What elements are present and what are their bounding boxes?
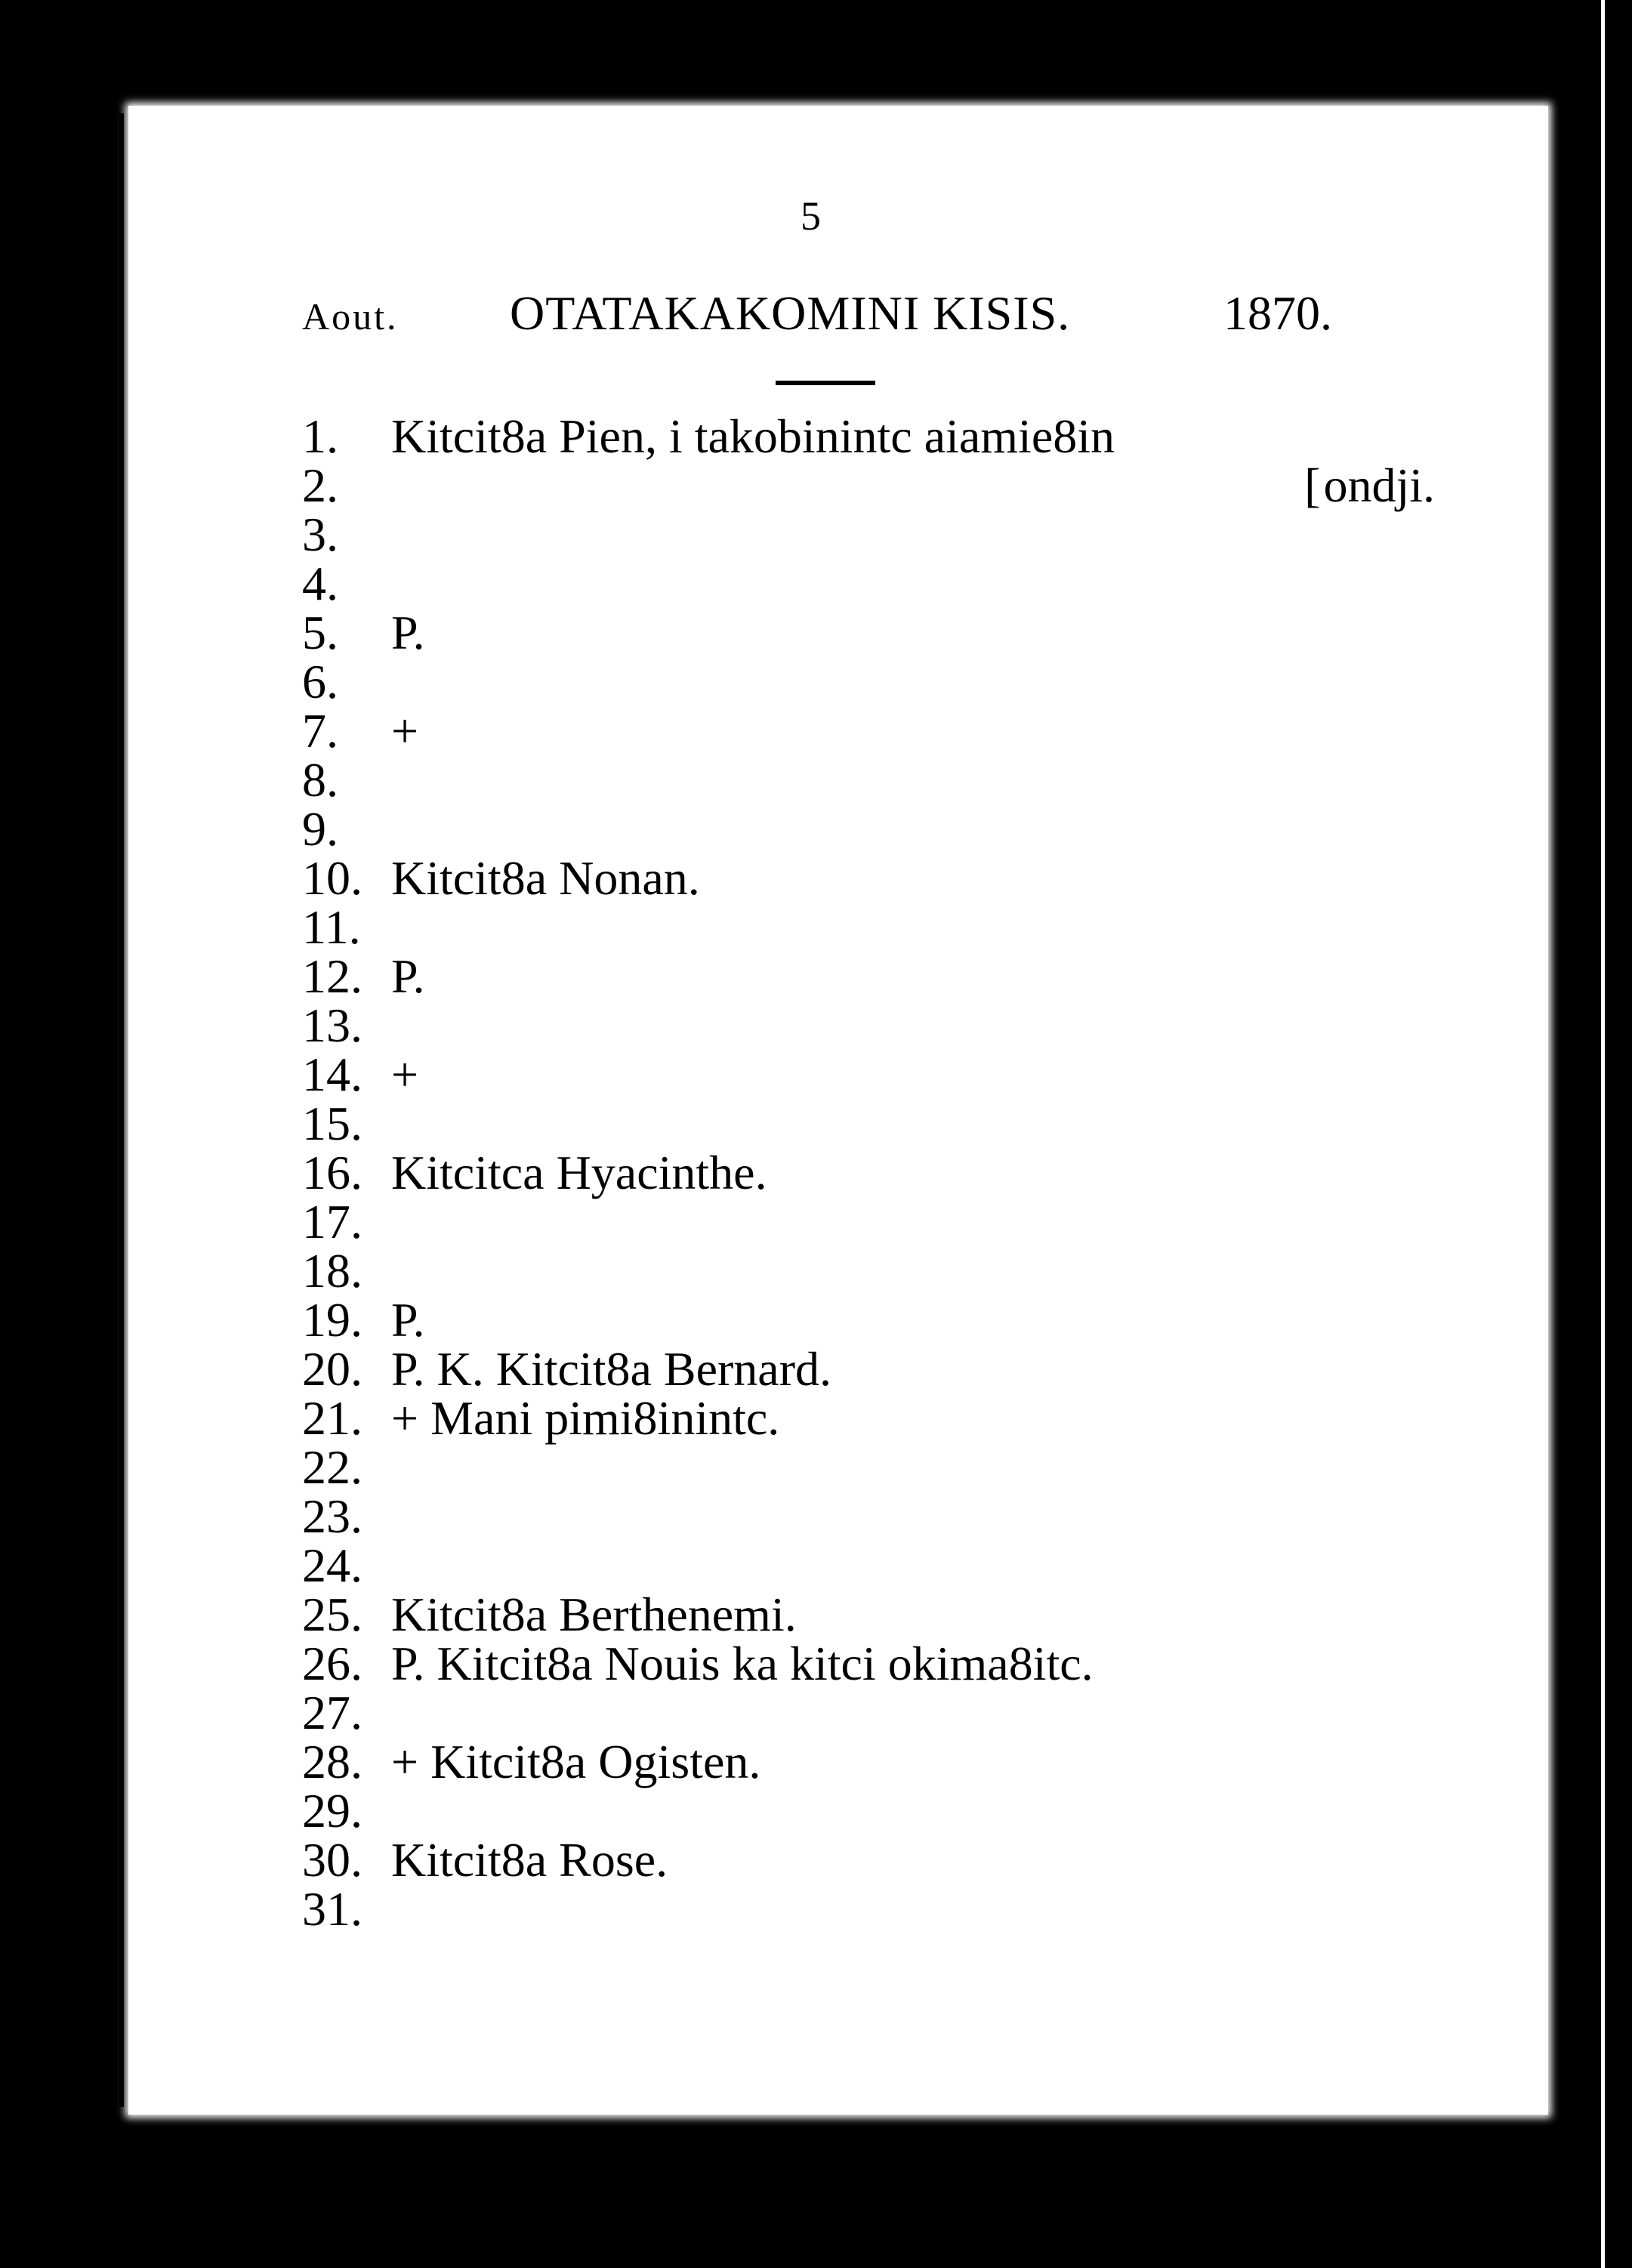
entry-day: 13. bbox=[302, 998, 362, 1052]
entry-day: 2. bbox=[302, 458, 338, 512]
entry-text: Kitcitca Hyacinthe. bbox=[391, 1146, 767, 1199]
entry-text: Kitcit8a Berthenemi. bbox=[391, 1588, 797, 1641]
calendar-entry bbox=[302, 900, 1435, 954]
entry-day: 7. bbox=[302, 704, 338, 758]
calendar-entry bbox=[302, 1784, 1435, 1838]
continuation-text: ondji. bbox=[1323, 458, 1435, 512]
entry-text: + bbox=[391, 1048, 419, 1101]
entry-day: 6. bbox=[302, 655, 338, 708]
entry-day: 1. bbox=[302, 409, 338, 463]
entry-text: Kitcit8a Rose. bbox=[391, 1833, 668, 1887]
calendar-header bbox=[302, 285, 1359, 341]
calendar-entries bbox=[302, 409, 1435, 1936]
entry-text: + Kitcit8a Ogisten. bbox=[391, 1735, 761, 1788]
calendar-entry bbox=[302, 1833, 1435, 1887]
header-divider bbox=[776, 381, 875, 385]
entry-day: 29. bbox=[302, 1784, 362, 1838]
calendar-entry bbox=[302, 704, 1435, 758]
calendar-entry bbox=[302, 853, 1435, 903]
entry-text: P. K. Kitcit8a Bernard. bbox=[391, 1342, 831, 1396]
calendar-entry bbox=[302, 458, 1435, 512]
entry-day: 24. bbox=[302, 1538, 362, 1592]
calendar-entry bbox=[302, 409, 1435, 463]
entry-day: 14. bbox=[302, 1048, 362, 1101]
entry-day: 18. bbox=[302, 1244, 362, 1298]
calendar-entry bbox=[302, 1882, 1435, 1936]
entry-day: 23. bbox=[302, 1489, 362, 1543]
calendar-entry bbox=[302, 1538, 1435, 1592]
entry-day: 3. bbox=[302, 508, 338, 561]
entry-text: + bbox=[391, 704, 419, 758]
calendar-entry bbox=[302, 1050, 1435, 1099]
entry-text: + Mani pimi8inintc. bbox=[391, 1391, 780, 1445]
calendar-entry bbox=[302, 998, 1435, 1052]
entry-day: 30. bbox=[302, 1833, 362, 1887]
calendar-entry bbox=[302, 1244, 1435, 1298]
entry-text: P. bbox=[391, 1293, 425, 1347]
entry-day: 17. bbox=[302, 1195, 362, 1248]
entry-day: 28. bbox=[302, 1735, 362, 1788]
calendar-entry bbox=[302, 559, 1435, 608]
header-year: 1870. bbox=[1223, 286, 1332, 340]
header-title: OTATAKAKOMINI KISIS. bbox=[510, 286, 1071, 340]
calendar-entry bbox=[302, 753, 1435, 807]
calendar-entry bbox=[302, 802, 1435, 856]
calendar-entry bbox=[302, 1489, 1435, 1543]
entry-day: 27. bbox=[302, 1686, 362, 1739]
calendar-entry bbox=[302, 1440, 1435, 1494]
calendar-entry bbox=[302, 1688, 1435, 1737]
entry-day: 21. bbox=[302, 1391, 362, 1445]
calendar-entry bbox=[302, 1737, 1435, 1786]
page-number: 5 bbox=[801, 193, 821, 239]
scan-edge-line bbox=[1601, 0, 1605, 2268]
entry-day: 11. bbox=[302, 900, 361, 954]
entry-day: 16. bbox=[302, 1146, 362, 1199]
calendar-entry bbox=[302, 1342, 1435, 1396]
entry-day: 19. bbox=[302, 1293, 362, 1347]
entry-day: 22. bbox=[302, 1440, 362, 1494]
entry-day: 31. bbox=[302, 1882, 362, 1936]
calendar-entry bbox=[302, 1590, 1435, 1639]
entry-day: 20. bbox=[302, 1342, 362, 1396]
entry-day: 8. bbox=[302, 753, 338, 807]
entry-day: 10. bbox=[302, 851, 362, 905]
entry-day: 15. bbox=[302, 1097, 362, 1150]
calendar-entry bbox=[302, 1293, 1435, 1347]
calendar-entry bbox=[302, 1197, 1435, 1246]
entry-text: P. Kitcit8a Nouis ka kitci okima8itc. bbox=[391, 1637, 1094, 1690]
entry-day: 9. bbox=[302, 802, 338, 856]
calendar-entry bbox=[302, 1099, 1435, 1148]
entry-day: 26. bbox=[302, 1637, 362, 1690]
calendar-entry bbox=[302, 608, 1435, 657]
entry-text: Kitcit8a Nonan. bbox=[391, 851, 700, 905]
entry-day: 12. bbox=[302, 949, 362, 1003]
entry-day: 25. bbox=[302, 1588, 362, 1641]
calendar-entry bbox=[302, 1148, 1435, 1197]
entry-text: P. bbox=[391, 606, 425, 659]
calendar-entry bbox=[302, 510, 1435, 559]
entry-text: P. bbox=[391, 949, 425, 1003]
calendar-entry bbox=[302, 657, 1435, 706]
calendar-entry bbox=[302, 1393, 1435, 1443]
entry-day: 4. bbox=[302, 557, 338, 610]
continuation-bracket: [ bbox=[1304, 458, 1321, 512]
entry-text: Kitcit8a Pien, i takobinintc aiamie8in bbox=[391, 409, 1115, 463]
header-month: Aout. bbox=[302, 295, 399, 338]
calendar-entry bbox=[302, 949, 1435, 1003]
line-continuation bbox=[1304, 458, 1435, 512]
page-binding-edge bbox=[119, 113, 124, 2107]
calendar-entry bbox=[302, 1639, 1435, 1688]
entry-day: 5. bbox=[302, 606, 338, 659]
